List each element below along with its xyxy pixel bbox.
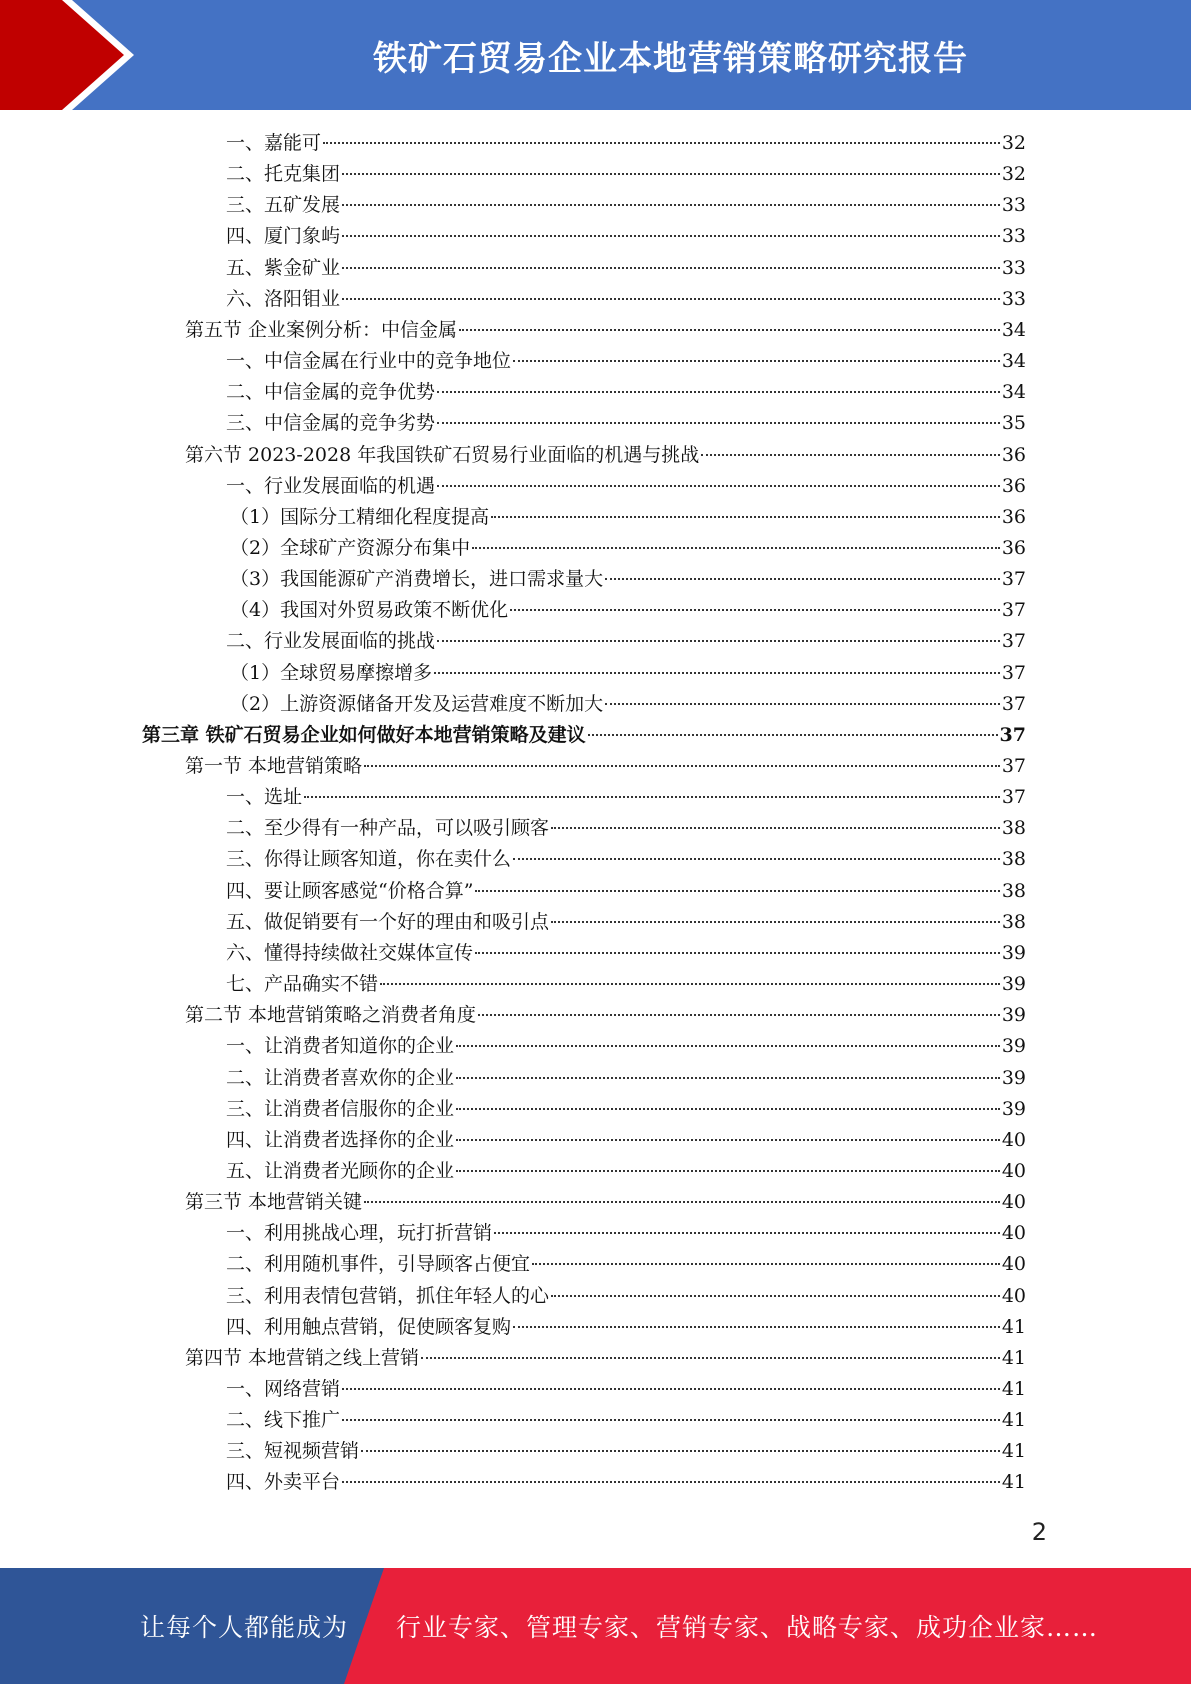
toc-entry-label: 三、中信金属的竞争劣势 [226, 412, 436, 435]
toc-entry-page: 39 [1001, 1097, 1026, 1120]
toc-dot-leader [605, 703, 1000, 705]
toc-entry[interactable] [230, 595, 1026, 626]
toc-dot-leader [478, 1014, 1000, 1016]
toc-entry[interactable] [226, 1218, 1026, 1249]
toc-dot-leader [513, 858, 1000, 860]
toc-entry-label: 七、产品确实不错 [226, 973, 379, 996]
toc-entry[interactable] [226, 408, 1026, 439]
toc-entry-label: 二、托克集团 [226, 163, 341, 186]
toc-entry[interactable] [226, 1436, 1026, 1467]
toc-entry[interactable] [230, 564, 1026, 595]
toc-entry-page: 38 [1001, 879, 1026, 902]
toc-entry[interactable] [226, 128, 1026, 159]
toc-entry-page: 39 [1001, 1066, 1026, 1089]
toc-entry-page: 34 [1001, 350, 1026, 373]
toc-entry-page: 36 [1001, 443, 1026, 466]
toc-entry-label: 第一节 本地营销策略 [185, 755, 363, 777]
toc-entry[interactable] [226, 377, 1026, 408]
toc-entry-label: 三、短视频营销 [226, 1440, 360, 1463]
toc-entry-page: 33 [1001, 194, 1026, 217]
toc-dot-leader [491, 516, 1000, 518]
toc-entry-page: 41 [1001, 1346, 1026, 1369]
toc-dot-leader [475, 890, 999, 892]
toc-entry-page: 41 [1001, 1315, 1026, 1338]
toc-entry-page: 36 [1001, 474, 1026, 497]
toc-entry-label: 一、行业发展面临的机遇 [226, 474, 436, 497]
toc-entry[interactable] [226, 221, 1026, 252]
toc-entry-page: 33 [1001, 287, 1026, 310]
toc-entry[interactable] [185, 315, 1026, 346]
toc-dot-leader [605, 578, 1000, 580]
toc-entry-page: 34 [1001, 381, 1026, 404]
toc-entry-label: （1）国际分工精细化程度提高 [230, 505, 490, 528]
toc-entry[interactable] [226, 782, 1026, 813]
toc-dot-leader [551, 921, 1000, 923]
toc-entry[interactable] [226, 969, 1026, 1000]
toc-dot-leader [323, 142, 1000, 144]
toc-entry-label: （4）我国对外贸易政策不断优化 [230, 599, 509, 622]
toc-entry-page: 37 [1001, 630, 1026, 653]
page-number: 2 [1031, 1518, 1047, 1546]
toc-entry-page: 33 [1001, 225, 1026, 248]
toc-dot-leader [437, 391, 1000, 393]
toc-entry-label: 二、行业发展面临的挑战 [226, 630, 436, 653]
toc-dot-leader [472, 547, 1000, 549]
toc-entry[interactable] [226, 471, 1026, 502]
toc-entry-label: 六、懂得持续做社交媒体宣传 [226, 941, 474, 964]
toc-dot-leader [551, 827, 1000, 829]
toc-entry-label: 四、让消费者选择你的企业 [226, 1128, 455, 1151]
toc-entry-page: 37 [1001, 599, 1026, 622]
toc-entry-label: （2）上游资源储备开发及运营难度不断加大 [230, 692, 604, 715]
toc-entry-label: 二、至少得有一种产品，可以吸引顾客 [226, 817, 550, 840]
toc-entry-page: 35 [1001, 412, 1026, 435]
toc-dot-leader [513, 360, 1000, 362]
toc-entry[interactable] [226, 284, 1026, 315]
toc-dot-leader [456, 1077, 1000, 1079]
toc-entry-page: 40 [1001, 1191, 1026, 1214]
toc-entry[interactable] [142, 720, 1026, 751]
toc-dot-leader [421, 1357, 1000, 1359]
toc-entry-page: 40 [1001, 1159, 1026, 1182]
toc-entry[interactable] [230, 502, 1026, 533]
toc-entry-label: 三、利用表情包营销，抓住年轻人的心 [226, 1284, 550, 1307]
toc-entry-label: 第五节 企业案例分析：中信金属 [185, 318, 458, 341]
toc-entry[interactable] [226, 1249, 1026, 1280]
toc-entry[interactable] [230, 658, 1026, 689]
toc-entry-page: 41 [1001, 1409, 1026, 1432]
toc-dot-leader [342, 1388, 1000, 1390]
toc-entry-label: 一、让消费者知道你的企业 [226, 1035, 455, 1058]
toc-entry-page: 37 [999, 723, 1026, 746]
toc-dot-leader [494, 1232, 1000, 1234]
toc-dot-leader [342, 1481, 1000, 1483]
toc-entry[interactable] [226, 1156, 1026, 1187]
toc-entry-label: 三、你得让顾客知道，你在卖什么 [226, 848, 512, 871]
toc-dot-leader [551, 1295, 1000, 1297]
toc-entry[interactable] [226, 938, 1026, 969]
toc-entry-page: 39 [1001, 941, 1026, 964]
page-header [0, 0, 1191, 110]
toc-entry[interactable] [226, 1405, 1026, 1436]
toc-dot-leader [437, 640, 1000, 642]
toc-entry-label: 第二节 本地营销策略之消费者角度 [185, 1004, 477, 1027]
toc-entry-label: 二、让消费者喜欢你的企业 [226, 1066, 455, 1089]
toc-entry[interactable] [230, 689, 1026, 720]
toc-entry[interactable] [226, 159, 1026, 190]
toc-dot-leader [437, 422, 1000, 424]
toc-entry[interactable] [185, 1343, 1026, 1374]
toc-entry[interactable] [226, 253, 1026, 284]
toc-entry-label: （1）全球贸易摩擦增多 [230, 661, 433, 684]
toc-entry[interactable] [185, 751, 1026, 782]
toc-dot-leader [364, 1201, 1000, 1203]
toc-entry-label: 一、中信金属在行业中的竞争地位 [226, 350, 512, 373]
toc-entry[interactable] [226, 346, 1026, 377]
toc-entry-page: 40 [1001, 1222, 1026, 1245]
toc-entry-label: 一、嘉能可 [226, 132, 322, 154]
toc-entry-page: 37 [1001, 692, 1026, 715]
toc-entry-page: 36 [1001, 505, 1026, 528]
toc-entry-label: 三、让消费者信服你的企业 [226, 1097, 455, 1120]
toc-entry-label: 四、要让顾客感觉“价格合算” [226, 879, 474, 902]
toc-dot-leader [459, 329, 1000, 331]
toc-entry-page: 38 [1001, 910, 1026, 933]
toc-entry-page: 38 [1001, 848, 1026, 871]
toc-entry-label: 一、网络营销 [226, 1378, 341, 1400]
toc-entry-page: 37 [1001, 755, 1026, 777]
toc-entry-label: 第六节 2023-2028 年我国铁矿石贸易行业面临的机遇与挑战 [185, 443, 700, 466]
header-arrow-decoration [0, 0, 160, 110]
toc-entry-label: 四、厦门象屿 [226, 225, 341, 248]
toc-entry-page: 38 [1001, 817, 1026, 840]
toc-entry-page: 40 [1001, 1284, 1026, 1307]
footer-slogan-right: 行业专家、管理专家、营销专家、战略专家、成功企业家…… [396, 1613, 1099, 1642]
toc-dot-leader [342, 204, 1000, 206]
toc-entry-label: 三、五矿发展 [226, 194, 341, 217]
toc-entry[interactable] [185, 440, 1026, 471]
toc-dot-leader [342, 1419, 1000, 1421]
toc-dot-leader [701, 454, 1000, 456]
toc-entry-page: 33 [1001, 256, 1026, 279]
toc-entry-page: 41 [1001, 1471, 1026, 1494]
toc-entry-page: 32 [1001, 132, 1026, 154]
toc-dot-leader [380, 983, 1000, 985]
toc-entry[interactable] [226, 1374, 1026, 1405]
toc-entry-label: 第三节 本地营销关键 [185, 1191, 363, 1214]
toc-dot-leader [437, 485, 1000, 487]
toc-entry-label: 一、选址 [226, 786, 303, 809]
toc-dot-leader [588, 734, 998, 736]
toc-entry-page: 41 [1001, 1440, 1026, 1463]
toc-entry-label: 四、外卖平台 [226, 1471, 341, 1494]
toc-entry-page: 36 [1001, 536, 1026, 559]
toc-entry-page: 39 [1001, 973, 1026, 996]
toc-entry[interactable] [185, 1000, 1026, 1031]
toc-dot-leader [361, 1450, 1000, 1452]
toc-entry-page: 39 [1001, 1004, 1026, 1027]
toc-entry-page: 40 [1001, 1128, 1026, 1151]
toc-entry[interactable] [226, 907, 1026, 938]
toc-entry-label: 四、利用触点营销，促使顾客复购 [226, 1315, 512, 1338]
toc-dot-leader [456, 1170, 1000, 1172]
toc-entry-label: 五、紫金矿业 [226, 256, 341, 279]
toc-entry-page: 40 [1001, 1253, 1026, 1276]
toc-entry[interactable] [185, 1187, 1026, 1218]
toc-dot-leader [342, 267, 1000, 269]
toc-dot-leader [434, 672, 1000, 674]
toc-dot-leader [456, 1045, 1000, 1047]
toc-entry-label: 二、中信金属的竞争优势 [226, 381, 436, 404]
toc-dot-leader [456, 1108, 1000, 1110]
toc-dot-leader [475, 952, 1000, 954]
toc-dot-leader [532, 1263, 1000, 1265]
toc-entry[interactable] [226, 813, 1026, 844]
toc-entry-page: 41 [1001, 1378, 1026, 1400]
toc-entry[interactable] [226, 190, 1026, 221]
toc-entry-label: 五、做促销要有一个好的理由和吸引点 [226, 910, 550, 933]
toc-dot-leader [342, 235, 1000, 237]
page-footer [0, 1568, 1191, 1684]
toc-entry-page: 37 [1001, 568, 1026, 591]
toc-dot-leader [510, 609, 1000, 611]
toc-dot-leader [364, 765, 1000, 767]
toc-entry[interactable] [226, 1094, 1026, 1125]
toc-entry[interactable] [226, 1063, 1026, 1094]
toc-entry-page: 37 [1001, 661, 1026, 684]
toc-entry[interactable] [230, 533, 1026, 564]
toc-entry[interactable] [226, 1467, 1026, 1498]
toc-entry[interactable] [226, 626, 1026, 657]
toc-entry[interactable] [226, 1031, 1026, 1062]
toc-entry-label: （2）全球矿产资源分布集中 [230, 536, 471, 559]
toc-entry-page: 39 [1001, 1035, 1026, 1058]
toc-entry-page: 37 [1001, 786, 1026, 809]
toc-entry[interactable] [226, 844, 1026, 875]
report-title: 铁矿石贸易企业本地营销策略研究报告 [373, 38, 968, 79]
toc-dot-leader [342, 173, 1000, 175]
toc-dot-leader [456, 1139, 1000, 1141]
toc-entry-label: （3）我国能源矿产消费增长，进口需求量大 [230, 568, 604, 591]
toc-entry-label: 二、利用随机事件，引导顾客占便宜 [226, 1253, 531, 1276]
toc-entry-label: 二、线下推广 [226, 1409, 341, 1432]
toc-entry-label: 第三章 铁矿石贸易企业如何做好本地营销策略及建议 [142, 723, 586, 746]
toc-entry-label: 六、洛阳钼业 [226, 287, 341, 310]
toc-dot-leader [304, 796, 1000, 798]
toc-entry-label: 五、让消费者光顾你的企业 [226, 1159, 455, 1182]
toc-entry-label: 一、利用挑战心理，玩打折营销 [226, 1222, 493, 1245]
toc-entry-page: 34 [1001, 318, 1026, 341]
toc-entry[interactable] [226, 1312, 1026, 1343]
toc-entry[interactable] [226, 1125, 1026, 1156]
toc-dot-leader [342, 298, 1000, 300]
toc-entry-page: 32 [1001, 163, 1026, 186]
toc-entry-label: 第四节 本地营销之线上营销 [185, 1346, 420, 1369]
toc-entry[interactable] [226, 1281, 1026, 1312]
footer-slogan-left: 让每个人都能成为 [140, 1613, 349, 1642]
toc-entry[interactable] [226, 876, 1026, 907]
toc-dot-leader [513, 1326, 1000, 1328]
